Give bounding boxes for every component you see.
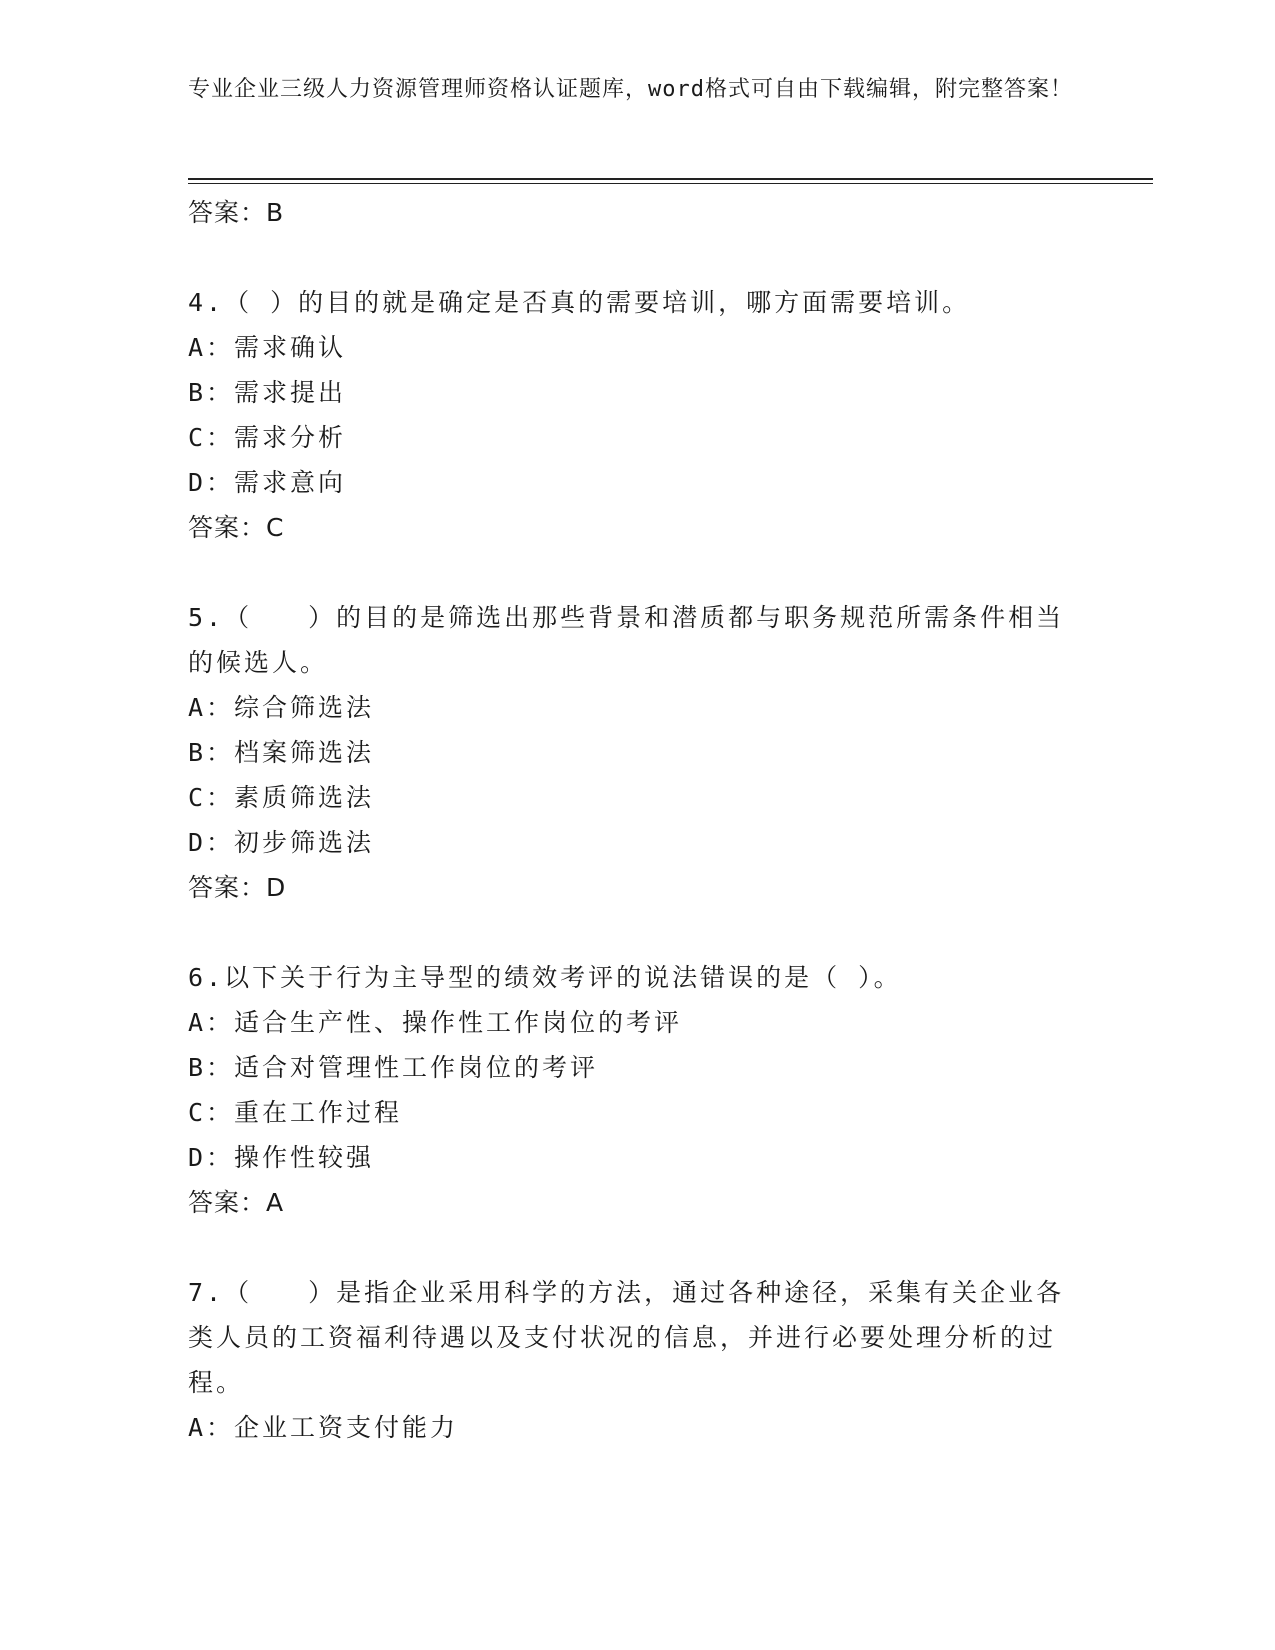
question-text: 7.（ ）是指企业采用科学的方法，通过各种途径，采集有关企业各类人员的工资福利待遇以及支付状况的信息，并进行必要处理分析的过程。 — [188, 1278, 1065, 1397]
header-divider-bottom — [188, 183, 1153, 184]
option-b: B：适合对管理性工作岗位的考评 — [188, 1053, 599, 1082]
document-header: 专业企业三级人力资源管理师资格认证题库，word格式可自由下载编辑，附完整答案！ — [188, 77, 1073, 102]
option-d: D：需求意向 — [188, 468, 347, 497]
option-a: A：企业工资支付能力 — [188, 1413, 459, 1442]
question-text: 5.（ ）的目的是筛选出那些背景和潜质都与职务规范所需条件相当的候选人。 — [188, 603, 1065, 677]
question-block — [188, 955, 1088, 1225]
answer-line: 答案：B — [188, 198, 285, 227]
answer-line: 答案：D — [188, 873, 287, 902]
question-block — [188, 1270, 1088, 1450]
option-d: D：操作性较强 — [188, 1143, 375, 1172]
question-block — [188, 280, 1088, 550]
option-d: D：初步筛选法 — [188, 828, 375, 857]
option-a: A：适合生产性、操作性工作岗位的考评 — [188, 1008, 683, 1037]
header-divider-top — [188, 178, 1153, 180]
option-c: C：需求分析 — [188, 423, 347, 452]
answer-line: 答案：C — [188, 513, 285, 542]
option-b: B：档案筛选法 — [188, 738, 375, 767]
option-b: B：需求提出 — [188, 378, 347, 407]
question-text: 4.（ ）的目的就是确定是否真的需要培训，哪方面需要培训。 — [188, 288, 971, 317]
option-a: A：综合筛选法 — [188, 693, 375, 722]
question-text: 6.以下关于行为主导型的绩效考评的说法错误的是（ ）。 — [188, 963, 902, 992]
option-a: A：需求确认 — [188, 333, 347, 362]
answer-line: 答案：A — [188, 1188, 285, 1217]
question-block — [188, 595, 1088, 910]
question-list — [188, 190, 1088, 1450]
option-c: C：素质筛选法 — [188, 783, 375, 812]
option-c: C：重在工作过程 — [188, 1098, 403, 1127]
